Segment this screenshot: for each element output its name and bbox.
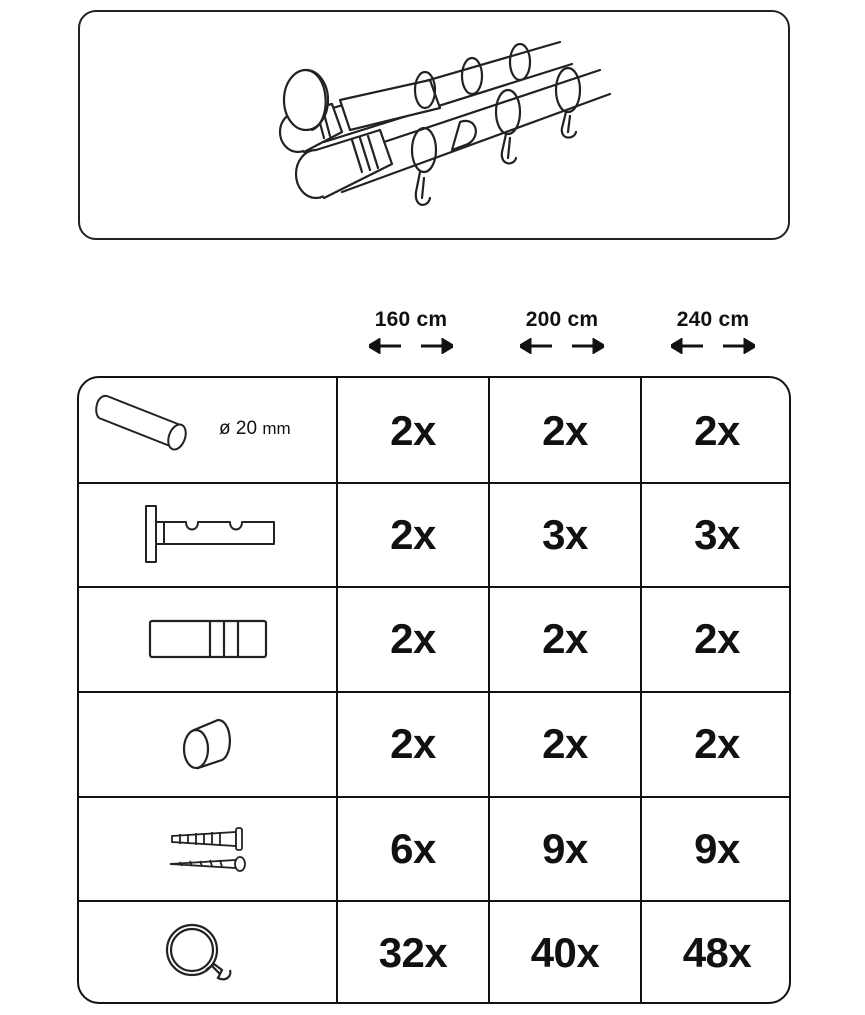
finial-icon <box>146 615 270 663</box>
quantity-cell: 2x <box>390 406 436 454</box>
quantity-cell: 32x <box>378 928 448 976</box>
quantity-cell: 40x <box>530 928 600 976</box>
table-row-rod <box>79 378 789 483</box>
quantity-cell: 48x <box>682 928 752 976</box>
quantity-cell: 2x <box>390 510 436 558</box>
rod-icon <box>79 378 337 483</box>
curtain-ring-icon <box>160 920 256 986</box>
table-row-bracket <box>79 482 789 587</box>
wall-plug-and-screw-icon <box>166 824 250 874</box>
quantity-cell: 2x <box>542 614 588 662</box>
width-arrows-icon <box>671 338 755 354</box>
diameter-note <box>219 418 291 440</box>
part-cell <box>79 482 337 587</box>
end-cap-icon <box>178 716 238 772</box>
size-label: 240 cm <box>676 308 750 331</box>
quantity-cell: 9x <box>542 824 588 872</box>
part-cell <box>79 378 337 483</box>
product-illustration-panel <box>78 10 790 240</box>
table-row-finial <box>79 586 789 691</box>
size-label: 160 cm <box>374 308 448 331</box>
quantity-cell: 2x <box>390 614 436 662</box>
size-label: 200 cm <box>525 308 599 331</box>
quantity-cell: 2x <box>542 719 588 767</box>
quantity-cell: 3x <box>542 510 588 558</box>
part-cell <box>79 691 337 796</box>
quantity-cell: 2x <box>694 406 740 454</box>
table-row-rings <box>79 900 789 1004</box>
quantity-cell: 2x <box>542 406 588 454</box>
size-header-240 <box>648 308 778 354</box>
double-bracket-icon <box>138 500 278 570</box>
quantity-cell: 2x <box>694 719 740 767</box>
diameter-unit: mm <box>262 419 291 438</box>
width-arrows-icon <box>369 338 453 354</box>
table-row-end-cap <box>79 691 789 796</box>
quantity-cell: 9x <box>694 824 740 872</box>
quantity-cell: 2x <box>390 719 436 767</box>
quantity-cell: 3x <box>694 510 740 558</box>
width-arrows-icon <box>520 338 604 354</box>
parts-quantity-table <box>77 376 791 1004</box>
quantity-cell: 2x <box>694 614 740 662</box>
diameter-value: ø 20 <box>219 418 258 439</box>
quantity-cell: 6x <box>390 824 436 872</box>
part-cell <box>79 900 337 1004</box>
double-curtain-rod-icon <box>80 12 792 242</box>
part-cell <box>79 796 337 901</box>
size-header-200 <box>497 308 627 354</box>
size-header-160 <box>346 308 476 354</box>
part-cell <box>79 586 337 691</box>
table-row-plugs-screws <box>79 796 789 901</box>
